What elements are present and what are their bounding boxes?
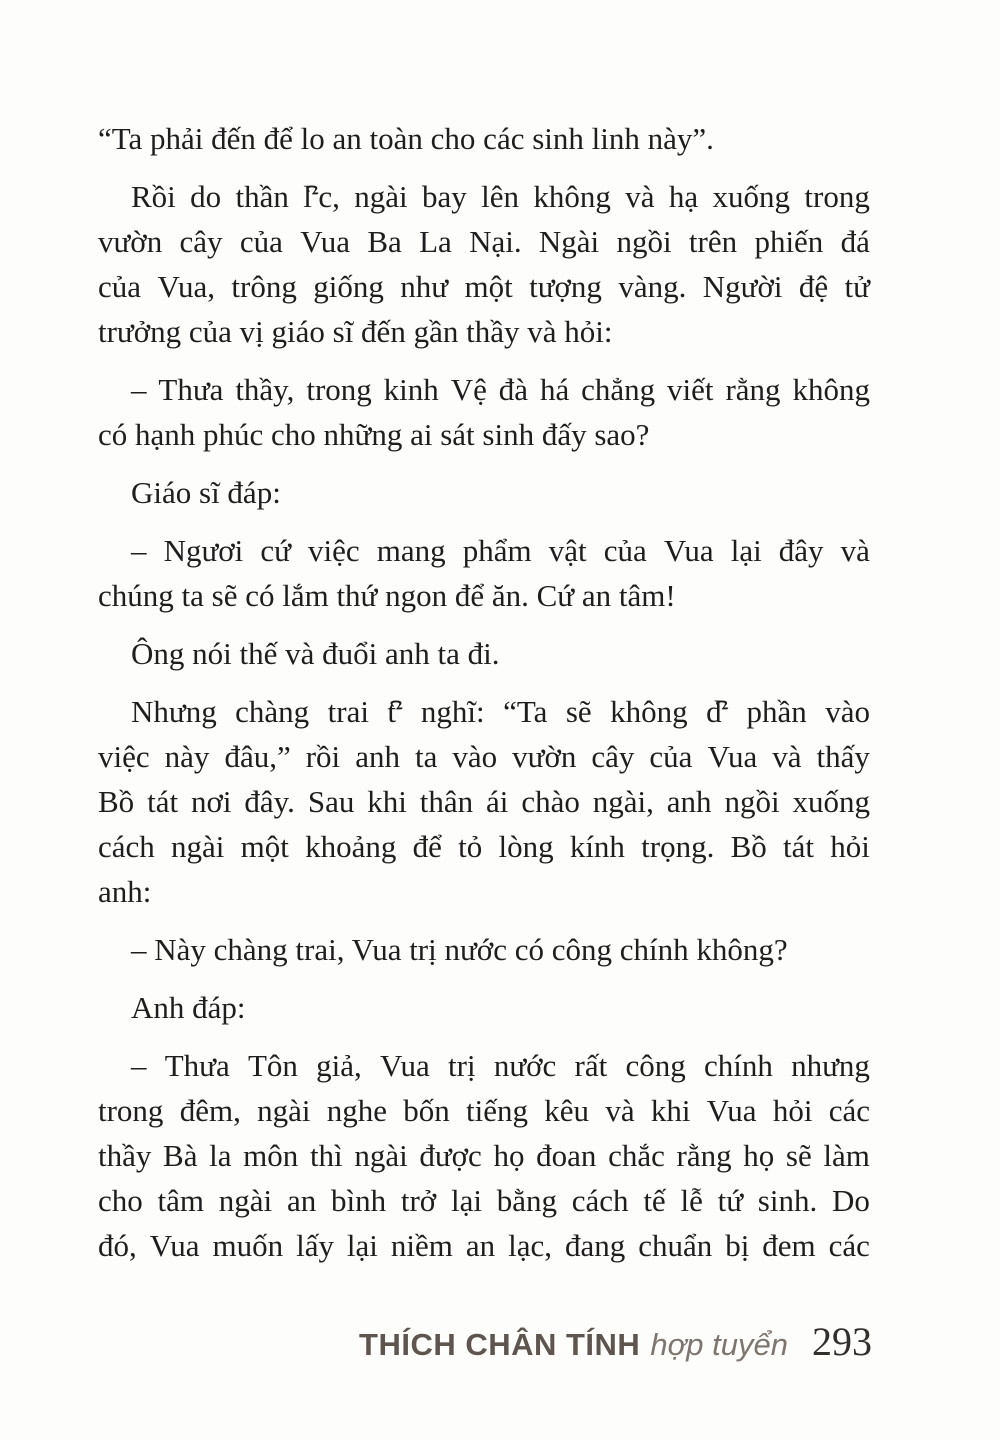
text-line: Rồi do thần lᤡc, ngài bay lên không và hạ xuống trong bbox=[131, 179, 870, 214]
footer-author-name: THÍCH CHÂN TÍNH bbox=[359, 1327, 641, 1362]
text-line: có hạnh phúc cho những ai sát sinh đấy sao? bbox=[98, 417, 650, 452]
text-line: vườn cây của Vua Ba La Nại. Ngài ngồi trên phiến đá bbox=[98, 224, 870, 259]
paragraph bbox=[98, 689, 870, 914]
text-line: trưởng của vị giáo sĩ đến gần thầy và hỏi: bbox=[98, 314, 613, 349]
paragraph bbox=[98, 470, 870, 515]
paragraph bbox=[98, 528, 870, 618]
text-line: chúng ta sẽ có lắm thứ ngon để ăn. Cứ an tâm! bbox=[98, 578, 676, 613]
text-line: “Ta phải đến để lo an toàn cho các sinh linh này”. bbox=[98, 121, 714, 156]
paragraph bbox=[98, 631, 870, 676]
footer-series-title: hợp tuyển bbox=[650, 1327, 788, 1362]
text-line: – Thưa Tôn giả, Vua trị nước rất công chính nhưng bbox=[131, 1048, 870, 1083]
paragraph bbox=[98, 116, 870, 161]
paragraph bbox=[98, 367, 870, 457]
text-line: cho tâm ngài an bình trở lại bằng cách tế lễ tứ sinh. Do bbox=[98, 1183, 870, 1218]
text-line: Ông nói thế và đuổi anh ta đi. bbox=[131, 636, 500, 671]
text-line: Nhưng chàng trai tᤡ nghĩ: “Ta sẽ không dᤡ phần vào bbox=[131, 694, 870, 729]
text-line: anh: bbox=[98, 874, 152, 909]
text-line: đó, Vua muốn lấy lại niềm an lạc, đang chuẩn bị đem các bbox=[98, 1228, 870, 1263]
text-line: Anh đáp: bbox=[131, 990, 246, 1025]
text-line: Giáo sĩ đáp: bbox=[131, 475, 281, 510]
text-line: việc này đâu,” rồi anh ta vào vườn cây của Vua và thấy bbox=[98, 739, 870, 774]
text-line: thầy Bà la môn thì ngài được họ đoan chắc rằng họ sẽ làm bbox=[98, 1138, 870, 1173]
text-line: của Vua, trông giống như một tượng vàng. Người đệ tử bbox=[98, 269, 870, 304]
paragraph bbox=[98, 985, 870, 1030]
running-footer bbox=[359, 1318, 872, 1365]
text-line: trong đêm, ngài nghe bốn tiếng kêu và khi Vua hỏi các bbox=[98, 1093, 870, 1128]
text-line: – Này chàng trai, Vua trị nước có công chính không? bbox=[131, 932, 788, 967]
text-line: – Ngươi cứ việc mang phẩm vật của Vua lại đây và bbox=[131, 533, 870, 568]
paragraph bbox=[98, 174, 870, 354]
page-body bbox=[98, 116, 870, 1281]
text-line: Bồ tát nơi đây. Sau khi thân ái chào ngài, anh ngồi xuống bbox=[98, 784, 870, 819]
paragraph bbox=[98, 1043, 870, 1268]
text-line: cách ngài một khoảng để tỏ lòng kính trọng. Bồ tát hỏi bbox=[98, 829, 870, 864]
paragraph bbox=[98, 927, 870, 972]
text-line: – Thưa thầy, trong kinh Vệ đà há chẳng viết rằng không bbox=[131, 372, 870, 407]
page-number: 293 bbox=[812, 1319, 872, 1364]
